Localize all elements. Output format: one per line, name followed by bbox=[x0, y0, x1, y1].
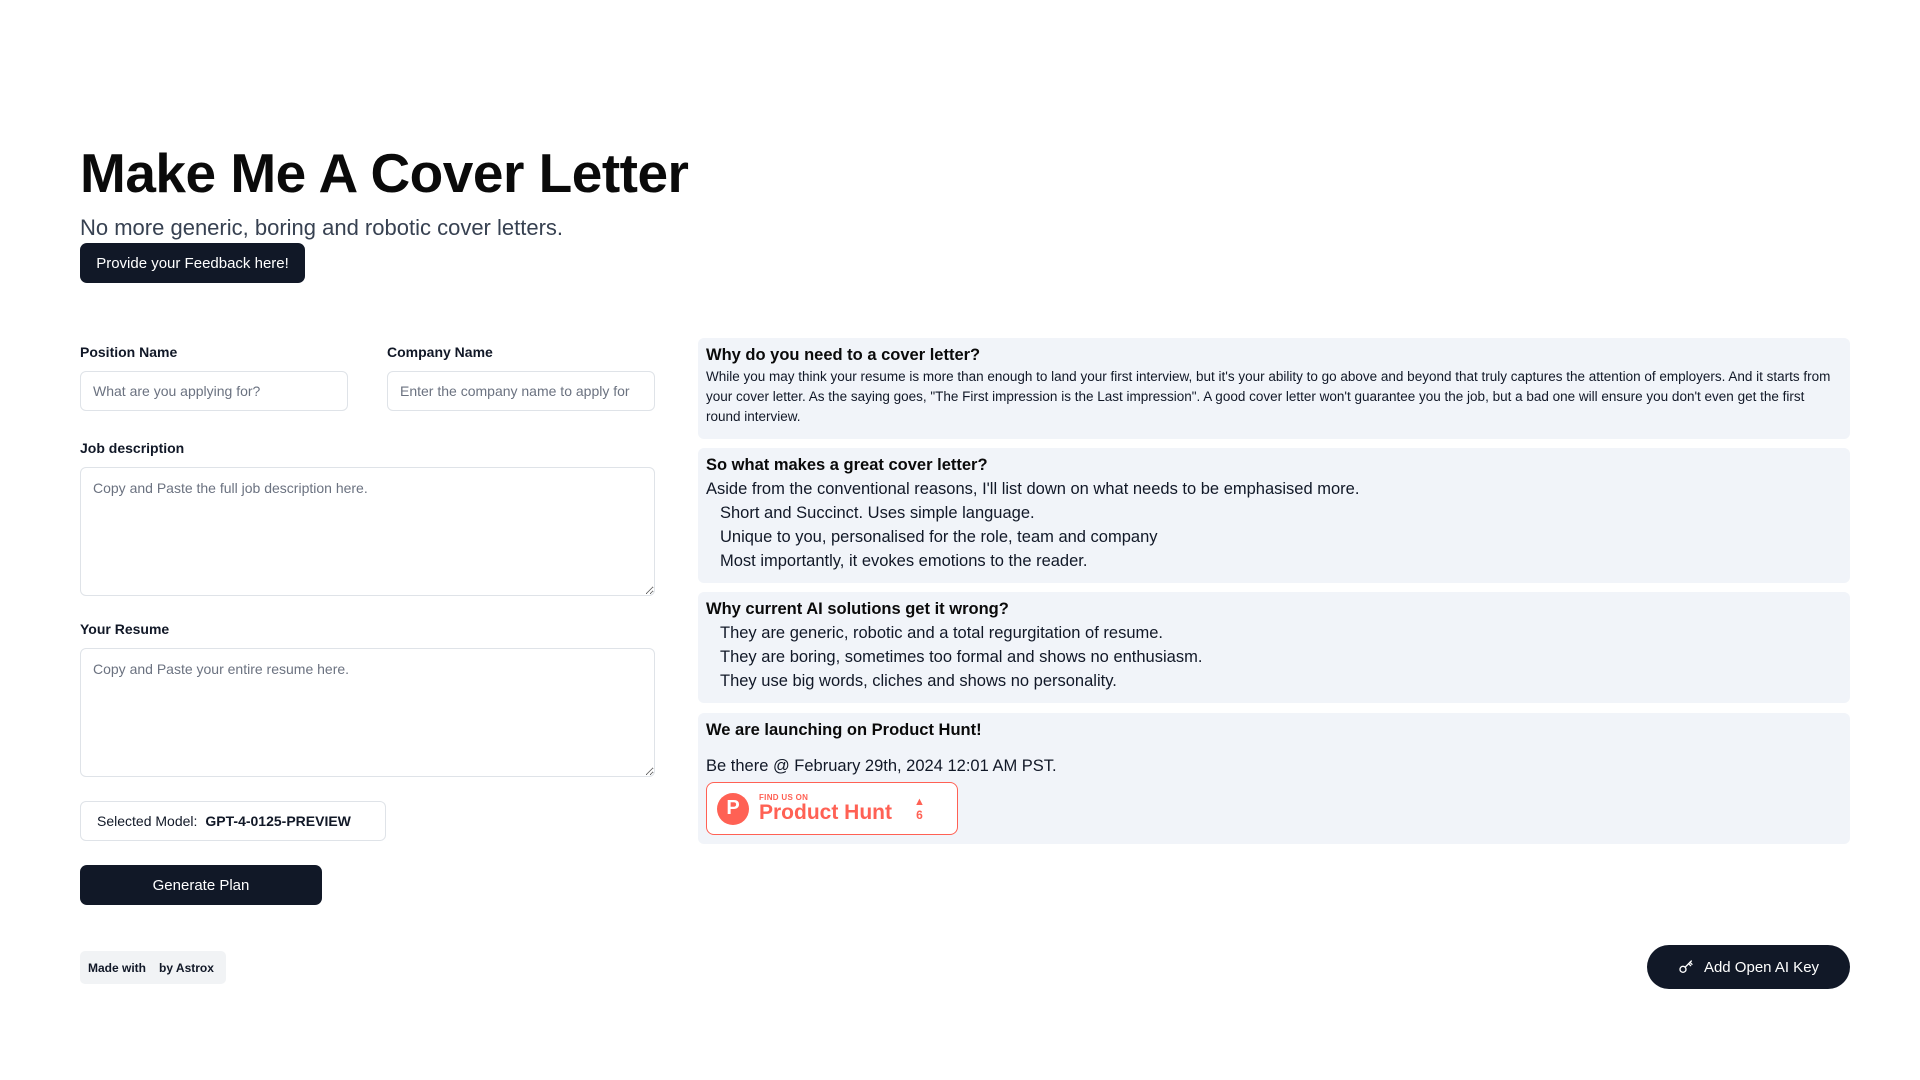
list-item: They are boring, sometimes too formal and shows no enthusiasm. bbox=[720, 648, 1203, 666]
made-with-text: Made with bbox=[88, 960, 147, 975]
great-card bbox=[698, 448, 1850, 583]
great-intro: Aside from the conventional reasons, I'll list down on what needs to be emphasised more. bbox=[706, 480, 1360, 498]
upvote-counter bbox=[914, 796, 925, 822]
job-description-label: Job description bbox=[80, 440, 185, 456]
why-card bbox=[698, 338, 1850, 439]
list-item: They are generic, robotic and a total regurgitation of resume. bbox=[720, 624, 1163, 642]
job-description-textarea[interactable] bbox=[80, 467, 655, 596]
company-input[interactable] bbox=[387, 371, 655, 411]
model-selector[interactable] bbox=[80, 801, 386, 841]
wrong-card bbox=[698, 592, 1850, 703]
great-list bbox=[706, 501, 1842, 573]
launch-body: Be there @ February 29th, 2024 12:01 AM PST. bbox=[706, 757, 1057, 775]
position-input[interactable] bbox=[80, 371, 348, 411]
why-body: While you may think your resume is more than enough to land your first interview, but it's your ability to go above and beyond that truly captures the attention of employers. And it starts from your cover letter. As the saying goes, "The First impression is the Last impression". A good cover letter won't guarantee you the job, but a bad one will ensure you don't even get the first round interview. bbox=[706, 369, 1831, 424]
page bbox=[80, 0, 1850, 1080]
list-item: Most importantly, it evokes emotions to the reader. bbox=[720, 552, 1088, 570]
launch-title: We are launching on Product Hunt! bbox=[706, 721, 982, 739]
product-hunt-badge[interactable] bbox=[706, 782, 958, 835]
page-subtitle: No more generic, boring and robotic cover letters. bbox=[80, 215, 564, 240]
list-item: Unique to you, personalised for the role, team and company bbox=[720, 528, 1158, 546]
list-item: They use big words, cliches and shows no personality. bbox=[720, 672, 1117, 690]
model-label: Selected Model: bbox=[97, 813, 198, 829]
page-title: Make Me A Cover Letter bbox=[80, 142, 689, 204]
position-label: Position Name bbox=[80, 344, 178, 360]
company-label: Company Name bbox=[387, 344, 493, 360]
upvote-count: 6 bbox=[916, 807, 923, 822]
made-by-text: by Astrox bbox=[159, 960, 214, 975]
add-openai-key-label: Add Open AI Key bbox=[1703, 958, 1820, 976]
made-with-badge[interactable] bbox=[80, 951, 226, 984]
generate-plan-button[interactable]: Generate Plan bbox=[80, 865, 322, 905]
resume-textarea[interactable] bbox=[80, 648, 655, 777]
key-icon bbox=[1678, 959, 1694, 975]
launch-card bbox=[698, 713, 1850, 844]
add-openai-key-button[interactable] bbox=[1647, 945, 1850, 989]
product-hunt-small-text: FIND US ON bbox=[759, 793, 809, 802]
wrong-list bbox=[706, 621, 1842, 693]
product-hunt-name: Product Hunt bbox=[759, 801, 892, 824]
resume-label: Your Resume bbox=[80, 621, 170, 637]
product-hunt-text bbox=[759, 793, 892, 824]
why-title: Why do you need to a cover letter? bbox=[706, 346, 981, 364]
wrong-title: Why current AI solutions get it wrong? bbox=[706, 600, 1009, 618]
list-item: Short and Succinct. Uses simple language. bbox=[720, 504, 1035, 522]
model-value: GPT-4-0125-PREVIEW bbox=[205, 813, 351, 829]
great-title: So what makes a great cover letter? bbox=[706, 456, 988, 474]
product-hunt-logo: P bbox=[717, 793, 749, 825]
feedback-button[interactable]: Provide your Feedback here! bbox=[80, 243, 305, 283]
upvote-arrow-icon: ▲ bbox=[913, 795, 925, 808]
